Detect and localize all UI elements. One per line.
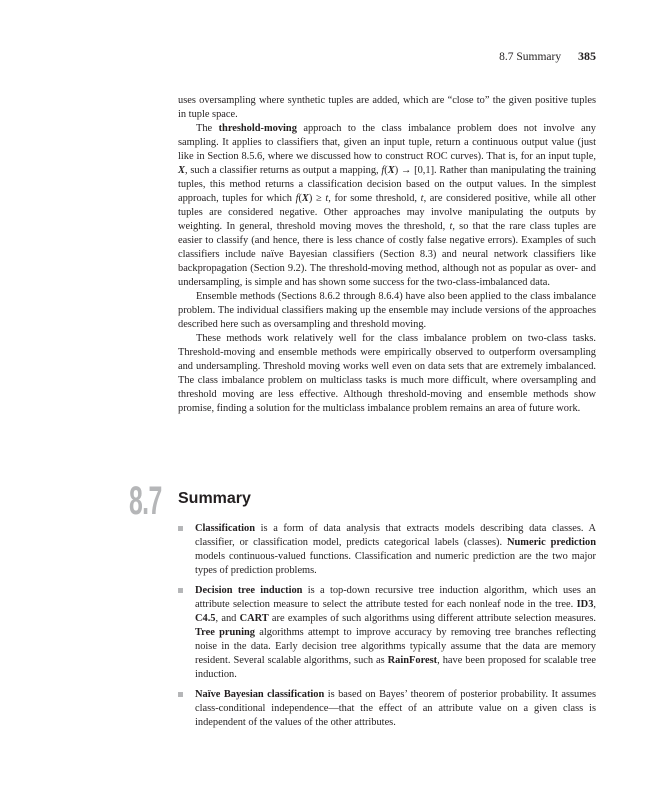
list-item-text: Decision tree induction is a top-down recursive tree induction algorithm, which uses an attribute selection measure to select the attribute tested for each nonleaf node in the tree. ID3, C4.5, and CART are examples of such algorithms using different attribute selection measures. Tree pruning algorithms attempt to improve accuracy by removing tree branches reflecting noise in the data. Early decision tree algorithms typically assume that the data are memory resident. Several scalable algorithms, such as RainForest, have been proposed for scalable tree induction. <box>195 585 597 680</box>
section-title: Summary <box>178 490 251 507</box>
list-item-text: Classification is a form of data analysis that extracts models describing data classes. A classifier, or classification model, predicts categorical labels (classes). Numeric prediction models continuous-valued functions. Classification and numeric prediction are the two major types of prediction problems. <box>195 523 596 576</box>
summary-list <box>178 522 596 736</box>
list-item-text: Naïve Bayesian classification is based on Bayes’ theorem of posterior probability. It assumes class-conditional independence—that the effect of an attribute value on a given class is independent of the values of the other attributes. <box>195 689 596 728</box>
running-header-section: 8.7 Summary <box>499 51 562 63</box>
paragraph-ensemble-methods: Ensemble methods (Sections 8.6.2 through 8.6.4) have also been applied to the class imbalance problem. The individual classifiers making up the ensemble may include versions of the approaches described here such as oversampling and threshold moving. <box>178 291 596 330</box>
list-item <box>178 584 596 682</box>
section-number: 8.7 <box>129 479 162 523</box>
bullet-marker <box>178 588 183 593</box>
list-item <box>178 688 596 730</box>
paragraph: uses oversampling where synthetic tuples are added, which are “close to” the given positive tuples in tuple space. <box>178 95 596 120</box>
page-number: 385 <box>578 49 596 63</box>
bullet-marker <box>178 692 183 697</box>
list-item <box>178 522 596 578</box>
bullet-marker <box>178 526 183 531</box>
paragraph-threshold-moving: The threshold-moving approach to the class imbalance problem does not involve any sampling. It applies to classifiers that, given an input tuple, return a continuous output value (just like in Section 8.5.6, where we discussed how to construct ROC curves). That is, for an input tuple, X, such a classifier returns as output a mapping, f(X) → [0,1]. Rather than manipulating the training tuples, this method returns a classification decision based on the output values. In the simplest approach, tuples for which f(X) ≥ t, for some threshold, t, are considered positive, while all other tuples are considered negative. Other approaches may involve manipulating the outputs by weighting. In general, threshold moving moves the threshold, t, so that the rare class tuples are easier to classify (and hence, there is less chance of costly false negative errors). Examples of such classifiers include naïve Bayesian classifiers (Section 8.3) and neural network classifiers like backpropagation (Section 9.2). The threshold-moving method, although not as popular as over- and undersampling, is simple and has shown some success for the two-class-imbalanced data. <box>178 123 596 288</box>
paragraph-methods-comparison: These methods work relatively well for the class imbalance problem on two-class tasks. Threshold-moving and ensemble methods were empirically observed to outperform oversampling and undersampling. Threshold moving works well even on data sets that are extremely imbalanced. The class imbalance problem on multiclass tasks is much more difficult, where oversampling and threshold moving are less effective. Although threshold-moving and ensemble methods show promise, finding a solution for the multiclass imbalance problem remains an area of future work. <box>178 333 596 414</box>
body-text <box>178 94 596 416</box>
running-header <box>499 49 596 64</box>
